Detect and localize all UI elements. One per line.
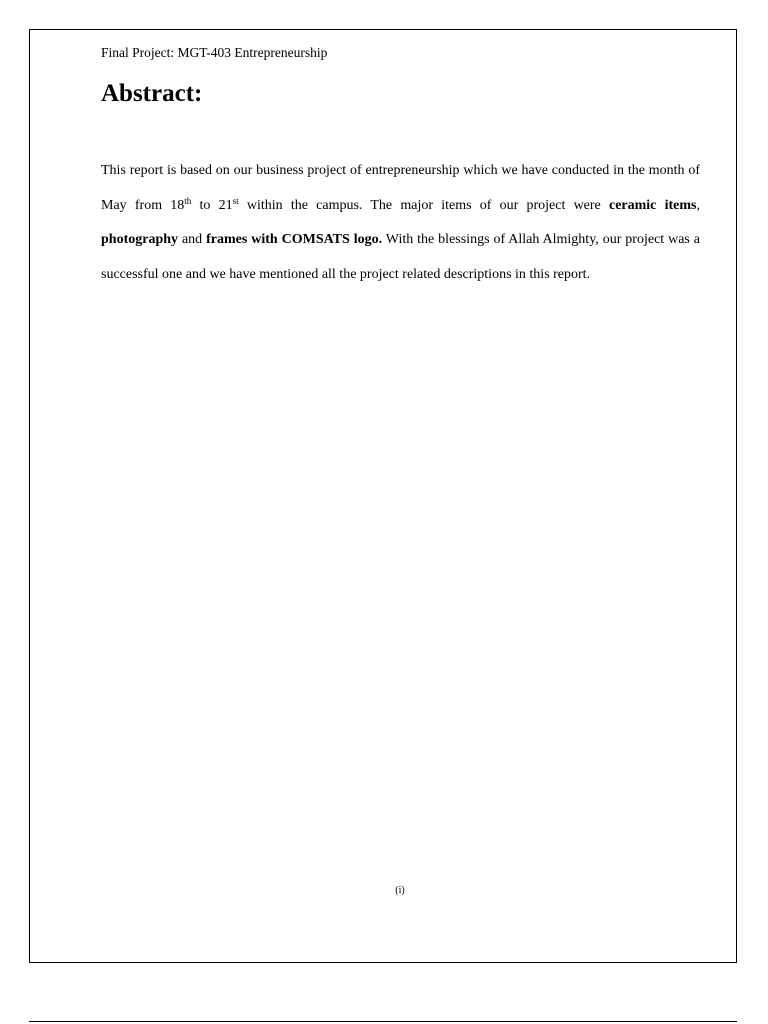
abstract-text-5: and: [178, 232, 207, 247]
page-number: (i): [395, 885, 405, 896]
abstract-text-6: With the blessings of Allah Almighty, our project was a successful one and we have mentioned all the project related descriptions in this report.: [101, 232, 701, 282]
next-page-top-border: [29, 1021, 737, 1022]
ordinal-suffix-th: th: [184, 195, 192, 206]
abstract-paragraph: [101, 154, 700, 292]
running-header: Final Project: MGT-403 Entrepreneurship: [101, 45, 328, 60]
abstract-text-1: This report is based on our business project of entrepreneurship which we have conducted in the month of May from 18: [101, 163, 700, 213]
abstract-text-2: to 21: [191, 197, 233, 213]
bold-photography: photography: [101, 232, 179, 247]
bold-ceramic-items: ceramic items: [608, 197, 697, 213]
abstract-text-4: ,: [696, 197, 700, 213]
bold-frames-with-comsats-logo: frames with COMSATS logo.: [206, 232, 383, 247]
abstract-text-3: within the campus. The major items of our project were: [238, 197, 609, 213]
abstract-heading: Abstract:: [101, 80, 203, 107]
ordinal-suffix-st: st: [232, 195, 239, 206]
